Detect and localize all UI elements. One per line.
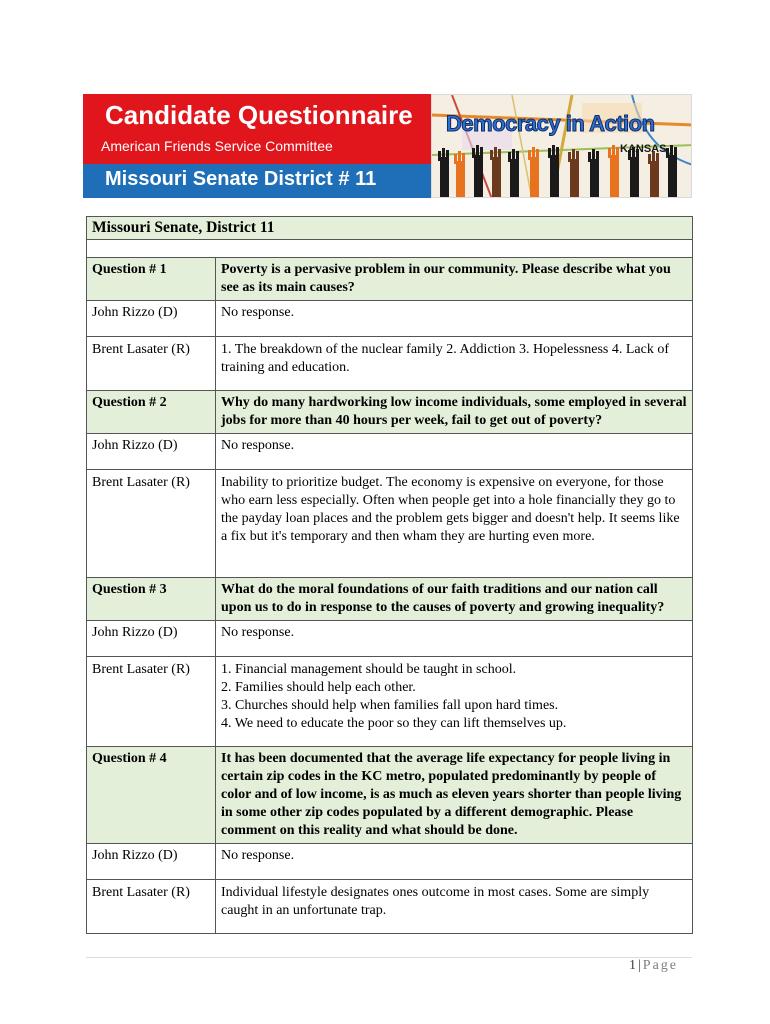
banner-district-block — [83, 164, 431, 198]
question-label: Question # 2 — [87, 391, 216, 434]
candidate-answer: 1. The breakdown of the nuclear family 2. Addiction 3. Hopelessness 4. Lack of training and education. — [216, 337, 693, 391]
logo-map-label: KANSAS — [620, 143, 667, 155]
question-label: Question # 4 — [87, 747, 216, 844]
table-header: Missouri Senate, District 11 — [87, 217, 693, 240]
candidate-name: John Rizzo (D) — [87, 621, 216, 657]
banner-title: Candidate Questionnaire — [105, 100, 413, 130]
banner-district: Missouri Senate District # 11 — [105, 168, 377, 190]
page-separator: | — [637, 958, 641, 973]
question-text: Why do many hardworking low income individuals, some employed in several jobs for more than 40 hours per week, fail to get out of poverty? — [216, 391, 693, 434]
candidate-answer: Individual lifestyle designates ones outcome in most cases. Some are simply caught in an unfortunate trap. — [216, 880, 693, 934]
question-label: Question # 1 — [87, 258, 216, 301]
candidate-answer-list — [216, 657, 693, 747]
question-row — [87, 578, 693, 621]
page-footer — [629, 958, 678, 974]
candidate-answer: No response. — [216, 844, 693, 880]
footer-divider — [86, 957, 692, 958]
question-row — [87, 391, 693, 434]
question-text: What do the moral foundations of our faith traditions and our nation call upon us to do in response to the causes of poverty and growing inequality? — [216, 578, 693, 621]
candidate-name: Brent Lasater (R) — [87, 880, 216, 934]
candidate-answer: No response. — [216, 621, 693, 657]
question-text: Poverty is a pervasive problem in our community. Please describe what you see as its main causes? — [216, 258, 693, 301]
header-banner — [83, 94, 692, 198]
question-row — [87, 747, 693, 844]
question-label: Question # 3 — [87, 578, 216, 621]
banner-title-block — [83, 94, 431, 164]
candidate-name: Brent Lasater (R) — [87, 337, 216, 391]
answer-line: 2. Families should help each other. — [221, 680, 416, 695]
candidate-name: John Rizzo (D) — [87, 434, 216, 470]
response-row — [87, 434, 693, 470]
banner-organization: American Friends Service Committee — [101, 138, 333, 154]
candidate-answer: No response. — [216, 301, 693, 337]
question-text: It has been documented that the average life expectancy for people living in certain zip codes in the KC metro, populated predominantly by people of color and of low income, is as much as eleven years shorter than people living in some other zip codes populated by a different demographic. Please comment on this reality and what should be done. — [216, 747, 693, 844]
questionnaire-table — [86, 216, 693, 934]
response-row — [87, 337, 693, 391]
candidate-answer: No response. — [216, 434, 693, 470]
response-row — [87, 470, 693, 578]
candidate-answer: Inability to prioritize budget. The economy is expensive on everyone, for those who earn less especially. Often when people get into a hole financially they go to the payday loan places and the problem gets bigger and doesn't help. It seems like a fix but it's temporary and then wham they are hurting even more. — [216, 470, 693, 578]
candidate-name: Brent Lasater (R) — [87, 470, 216, 578]
answer-line: 3. Churches should help when families fall upon hard times. — [221, 698, 559, 713]
candidate-name: Brent Lasater (R) — [87, 657, 216, 747]
response-row — [87, 844, 693, 880]
candidate-name: John Rizzo (D) — [87, 301, 216, 337]
response-row — [87, 657, 693, 747]
democracy-in-action-logo — [431, 94, 692, 198]
response-row — [87, 880, 693, 934]
response-row — [87, 621, 693, 657]
table-header-row — [87, 217, 693, 240]
answer-line: 1. Financial management should be taught in school. — [221, 662, 517, 677]
response-row — [87, 301, 693, 337]
table-spacer-row — [87, 240, 693, 258]
question-row — [87, 258, 693, 301]
candidate-name: John Rizzo (D) — [87, 844, 216, 880]
page-word: Page — [642, 958, 678, 973]
answer-line: 4. We need to educate the poor so they can lift themselves up. — [221, 716, 567, 731]
logo-wordmark: Democracy in Action — [446, 111, 655, 136]
page-number: 1 — [628, 958, 636, 973]
